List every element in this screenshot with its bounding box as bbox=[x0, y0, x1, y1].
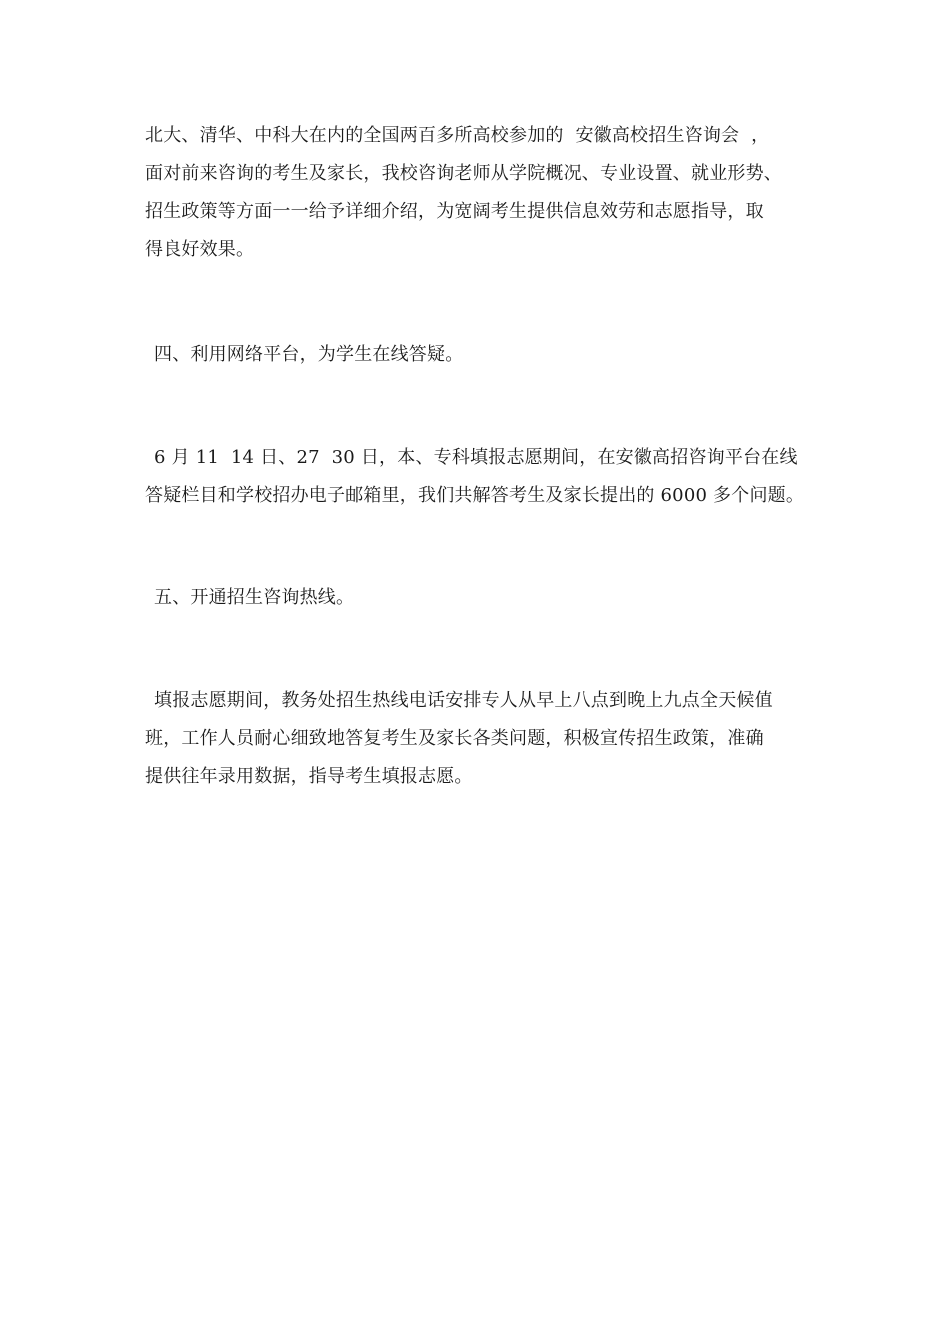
paragraph-line: 面对前来咨询的考生及家长，我校咨询老师从学院概况、专业设置、就业形势、 bbox=[145, 163, 782, 184]
paragraph-line: 填报志愿期间，教务处招生热线电话安排专人从早上八点到晚上九点全天候值 bbox=[154, 690, 773, 711]
section-heading-hotline: 五、开通招生咨询热线。 bbox=[154, 587, 355, 608]
paragraph-line: 6 月 11 14 日、27 30 日，本、专科填报志愿期间，在安徽高招咨询平台在线 bbox=[154, 447, 798, 468]
paragraph-line: 答疑栏目和学校招办电子邮箱里，我们共解答考生及家长提出的 6000 多个问题。 bbox=[145, 485, 805, 506]
paragraph-line: 班，工作人员耐心细致地答复考生及家长各类问题，积极宣传招生政策，准确 bbox=[145, 728, 764, 749]
paragraph-line: 提供往年录用数据，指导考生填报志愿。 bbox=[145, 766, 473, 787]
paragraph-line: 招生政策等方面一一给予详细介绍，为宽阔考生提供信息效劳和志愿指导，取 bbox=[145, 201, 764, 222]
section-heading-online-qa: 四、利用网络平台，为学生在线答疑。 bbox=[154, 344, 464, 365]
paragraph-line: 得良好效果。 bbox=[145, 239, 255, 260]
paragraph-line: 北大、清华、中科大在内的全国两百多所高校参加的 安徽高校招生咨询会 ， bbox=[145, 125, 770, 146]
